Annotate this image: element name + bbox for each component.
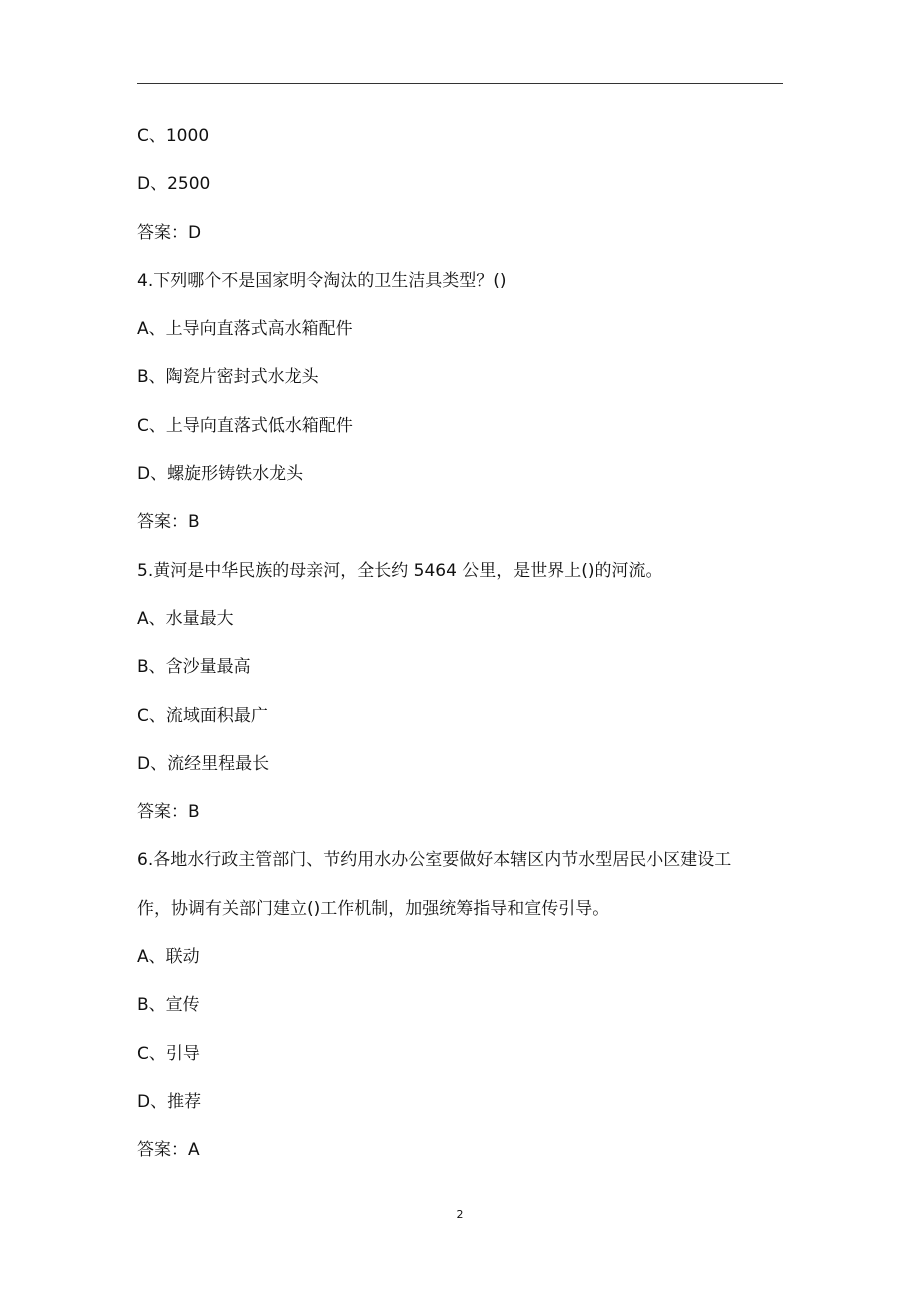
- option-a-q6: A、联动: [137, 947, 200, 968]
- document-body: [137, 112, 797, 1175]
- answer-q5: 答案：B: [137, 802, 200, 823]
- option-b-q4: B、陶瓷片密封式水龙头: [137, 367, 319, 388]
- option-c-q6: C、引导: [137, 1043, 200, 1064]
- option-a-q4: A、上导向直落式高水箱配件: [137, 319, 353, 340]
- question-6-line-2: 作，协调有关部门建立()工作机制，加强统筹指导和宣传引导。: [137, 898, 610, 919]
- header-rule: [137, 83, 783, 84]
- option-d-q3: D、2500: [137, 174, 211, 195]
- page-number: 2: [456, 1208, 464, 1221]
- answer-q4: 答案：B: [137, 512, 200, 533]
- question-4: 4.下列哪个不是国家明令淘汰的卫生洁具类型？(): [137, 270, 507, 291]
- option-c-q4: C、上导向直落式低水箱配件: [137, 415, 353, 436]
- option-d-q6: D、推荐: [137, 1091, 202, 1112]
- option-b-q6: B、宣传: [137, 995, 200, 1016]
- option-c-q3: C、1000: [137, 126, 210, 146]
- option-b-q5: B、含沙量最高: [137, 657, 251, 678]
- question-5: 5.黄河是中华民族的母亲河，全长约 5464 公里，是世界上()的河流。: [137, 560, 663, 581]
- option-a-q5: A、水量最大: [137, 608, 234, 629]
- option-d-q5: D、流经里程最长: [137, 753, 270, 774]
- answer-q3: 答案：D: [137, 222, 202, 243]
- option-c-q5: C、流域面积最广: [137, 705, 268, 726]
- question-6-line-1: 6.各地水行政主管部门、节约用水办公室要做好本辖区内节水型居民小区建设工: [137, 850, 732, 871]
- option-d-q4: D、螺旋形铸铁水龙头: [137, 464, 304, 485]
- answer-q6: 答案：A: [137, 1140, 200, 1161]
